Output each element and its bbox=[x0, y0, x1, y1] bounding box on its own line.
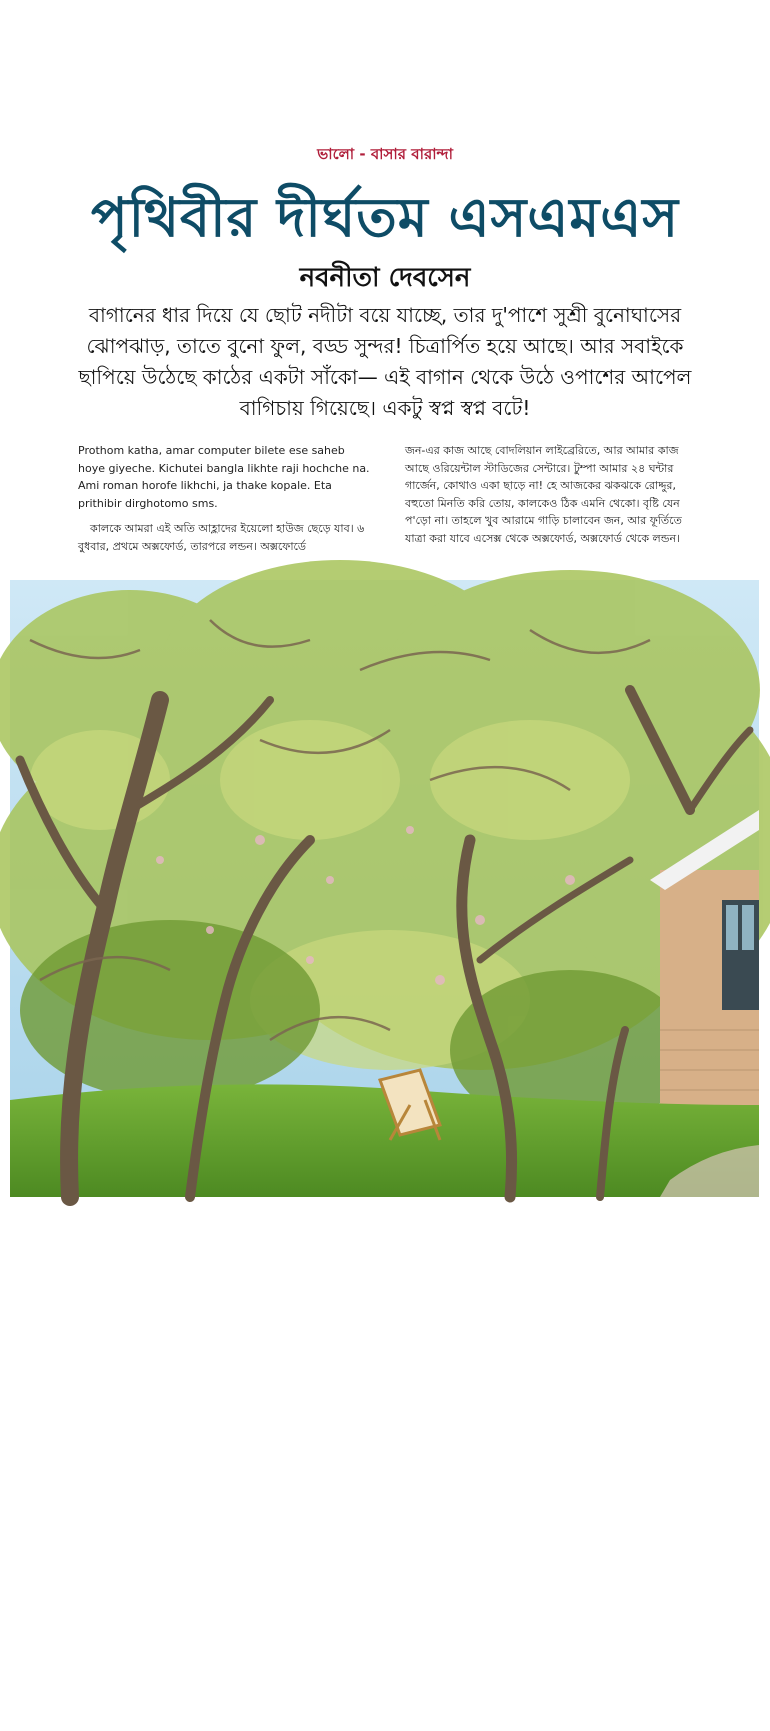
article-standfirst: বাগানের ধার দিয়ে যে ছোট নদীটা বয়ে যাচ্ছে, তার দু'পাশে সুশ্রী বুনোঘাসের ঝোপঝাড়, তাতে বুনো ফুল, বড্ড সুন্দর! চিত্রার্পিত হয়ে আছে। আর সবাইকে ছাপিয়ে উঠেছে কাঠের একটা সাঁকো— এই বাগান থেকে উঠে ওপাশের আপেল বাগিচায় গিয়েছে। একটু স্বপ্ন স্বপ্ন বটে! bbox=[78, 303, 692, 420]
body-column-right bbox=[405, 442, 705, 555]
article-headline: পৃথিবীর দীর্ঘতম এসএমএস bbox=[90, 186, 680, 249]
author-name: নবনীতা দেবসেন bbox=[299, 263, 471, 293]
body-paragraph: Prothom katha, amar computer bilete ese saheb hoye giyeche. Kichutei bangla likhte raji hochche na. Ami roman horofe likhchi, ja thake kopale. Eta prithibir dirghotomo sms. bbox=[78, 444, 370, 510]
garden-photo bbox=[10, 580, 759, 1729]
body-column-left bbox=[78, 442, 370, 563]
photo-credit: ছবি: লেখিকা bbox=[28, 1719, 75, 1729]
body-paragraph: কালকে আমরা এই অতি আহ্লাদের ইয়েলো হাউজ ছেড়ে যাব। ৬ বুধবার, প্রথমে অক্সফোর্ড, তারপরে লন্ডন। অক্সফোর্ডে bbox=[78, 522, 365, 553]
body-paragraph: জন-এর কাজ আছে বোদলিয়ান লাইব্রেরিতে, আর আমার কাজ আছে ওরিয়েন্টাল স্টাডিজের সেন্টারে। টুম্পা আমার ২৪ ঘন্টার গার্জেন, কোথাও একা ছাড়ে না! হে আজকের ঝকঝকে রোদ্দুর, বহুতো মিনতি করি তোয়, কালকেও ঠিক এমনি থেকো। বৃষ্টি যেন প'ড়ো না। তাহলে খুব আরামে গাড়ি চালাবেন জন, আর ফূর্তিতে যাত্রা করা যাবে এসেক্স থেকে অক্সফোর্ড, অক্সফোর্ড থেকে লন্ডন। bbox=[405, 444, 682, 545]
section-label: ভালো - বাসার বারান্দা bbox=[317, 145, 453, 163]
